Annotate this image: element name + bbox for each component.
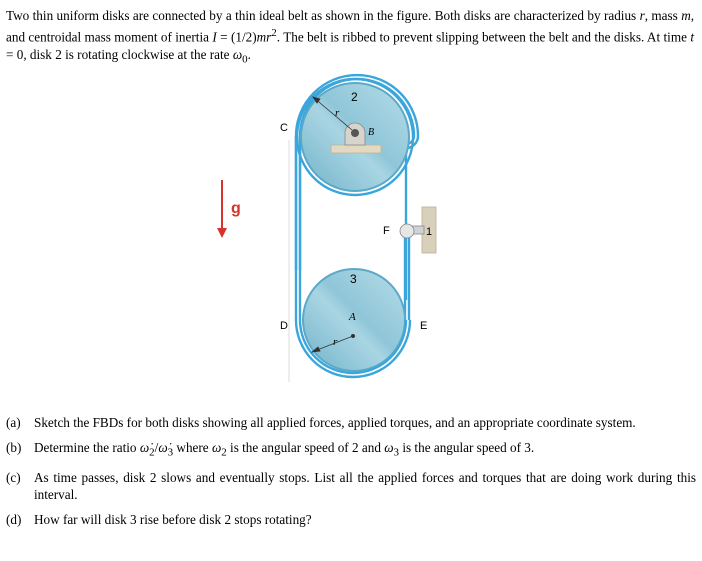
problem-intro: Two thin uniform disks are connected by a thin ideal belt as shown in the figure. Both disks are characterized by radius r, mass m, and centroidal mass moment of inertia $I = (1/2)mr^2$. The belt is ribbed to prevent slipping between the belt and the disks. At time t = 0, disk 2 is rotating clockwise at the rate $\omega_0$.	[6, 8, 695, 66]
radius-label-3: r	[333, 336, 338, 348]
question-label: (c)	[6, 469, 21, 485]
gravity-arrow	[217, 180, 227, 238]
disk2-number: 2	[351, 90, 358, 104]
question-text: Determine the ratio $\omegȧ_2/\omegȧ_3$ where $\omega_2$ is the angular speed of 2 and $\omega_3$ is the angular speed of 3.	[34, 439, 535, 459]
support-number: 1	[426, 226, 433, 238]
question-label: (d)	[6, 512, 22, 528]
question-item	[6, 469, 696, 504]
question-item	[6, 511, 696, 529]
question-text: As time passes, disk 2 slows and eventually stops. List all the applied forces and torques that are doing work during this interval.	[34, 469, 696, 503]
question-list	[6, 414, 696, 536]
radius-label-2: r	[335, 107, 340, 119]
pin-label-b: B	[368, 127, 375, 138]
point-label-e: E	[420, 320, 428, 332]
point-label-f: F	[383, 225, 390, 237]
question-label: (b)	[6, 439, 22, 455]
question-text: How far will disk 3 rise before disk 2 stops rotating?	[34, 512, 312, 528]
question-label: (a)	[6, 415, 21, 430]
question-item	[6, 439, 696, 462]
disk3-number: 3	[350, 272, 357, 286]
point-label-d: D	[280, 320, 288, 332]
point-label-a: A	[349, 311, 356, 323]
question-item	[6, 414, 696, 432]
point-label-c: C	[280, 122, 288, 134]
gravity-label: g	[231, 200, 241, 217]
question-text: Sketch the FBDs for both disks showing all applied forces, applied torques, and an appropriate coordinate system.	[34, 415, 636, 430]
